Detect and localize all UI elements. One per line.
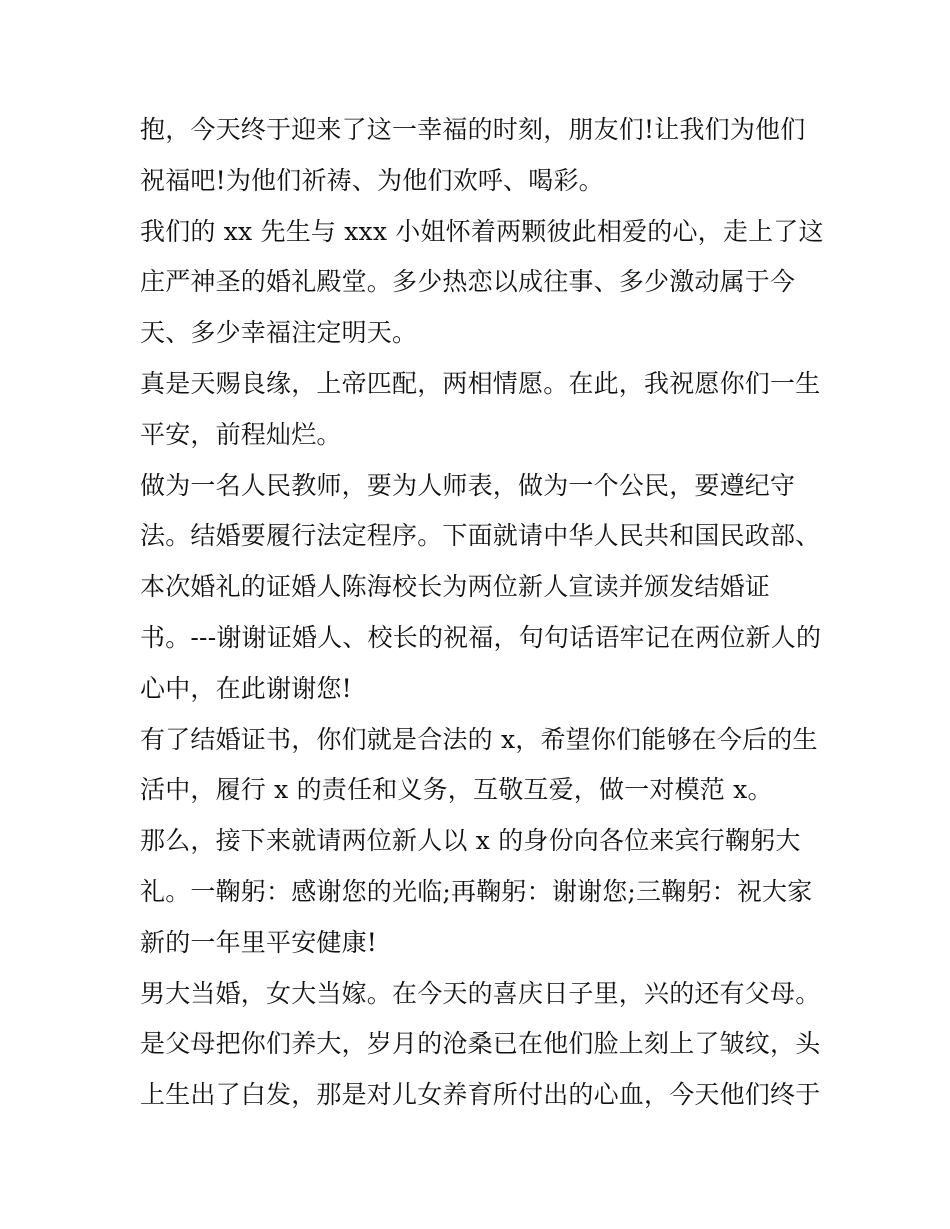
text-line: 男大当婚，女大当嫁。在今天的喜庆日子里，兴的还有父母。 (140, 978, 821, 1008)
text-line: 真是天赐良缘，上帝匹配，两相情愿。在此，我祝愿你们一生 (140, 368, 821, 398)
text-line: 书。---谢谢证婚人、校长的祝福，句句话语牢记在两位新人的 (140, 622, 822, 652)
text-line: 本次婚礼的证婚人陈海校长为两位新人宣读并颁发结婚证 (140, 572, 771, 602)
text-line: 庄严神圣的婚礼殿堂。多少热恋以成往事、多少激动属于今 (140, 267, 796, 297)
text-line: 法。结婚要履行法定程序。下面就请中华人民共和国民政部、 (140, 521, 821, 551)
text-line: 心中，在此谢谢您! (140, 673, 352, 703)
text-line: 天、多少幸福注定明天。 (140, 318, 418, 348)
text-line: 上生出了白发，那是对儿女养育所付出的心血，今天他们终于 (140, 1080, 821, 1110)
text-line: 新的一年里平安健康! (140, 927, 378, 957)
text-line: 我们的 xx 先生与 xxx 小姐怀着两颗彼此相爱的心，走上了这 (140, 216, 824, 246)
text-line: 是父母把你们养大，岁月的沧桑已在他们脸上刻上了皱纹，头 (140, 1029, 821, 1059)
text-line: 礼。一鞠躬：感谢您的光临;再鞠躬：谢谢您;三鞠躬：祝大家 (140, 876, 813, 906)
text-line: 那么，接下来就请两位新人以 x 的身份向各位来宾行鞠躬大 (140, 826, 801, 856)
text-line: 抱，今天终于迎来了这一幸福的时刻，朋友们!让我们为他们 (140, 115, 806, 144)
text-line: 祝福吧!为他们祈祷、为他们欢呼、喝彩。 (140, 165, 604, 195)
document-body (140, 105, 830, 1121)
text-line: 有了结婚证书，你们就是合法的 x，希望你们能够在今后的生 (140, 724, 818, 754)
text-line: 做为一名人民教师，要为人师表，做为一个公民，要遵纪守 (140, 470, 796, 500)
text-line: 活中，履行 x 的责任和义务，互敬互爱，做一对模范 x。 (140, 775, 773, 805)
text-line: 平安，前程灿烂。 (140, 419, 342, 449)
